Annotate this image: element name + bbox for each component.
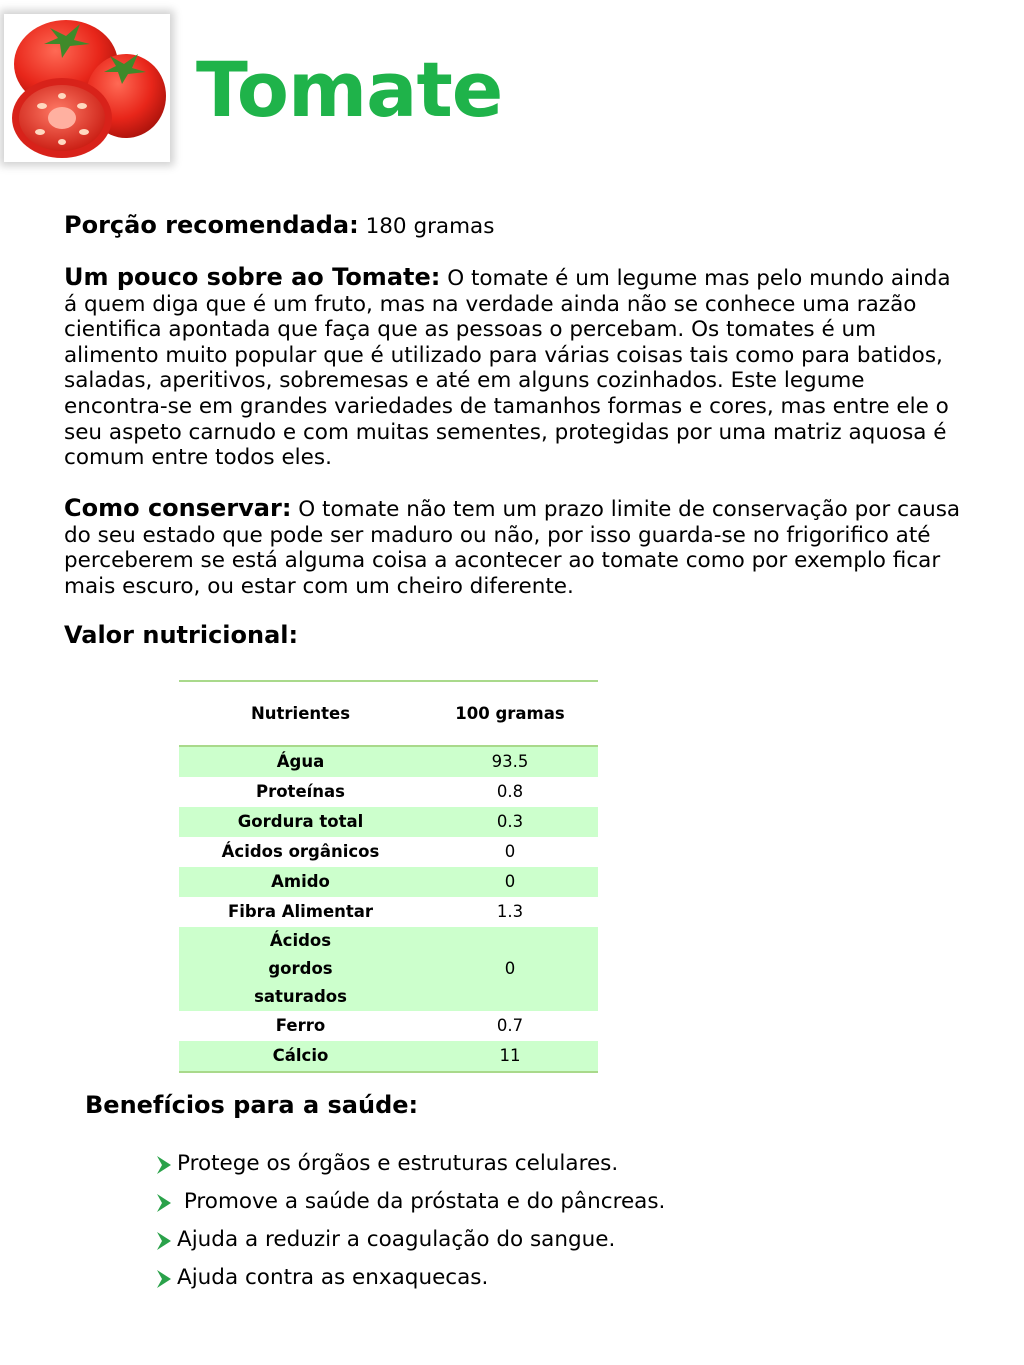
table-row (179, 1011, 598, 1041)
nutrient-name: Ácidos orgânicos (221, 842, 380, 861)
conserve-paragraph (64, 496, 964, 599)
table-header-row (179, 681, 598, 746)
portion-value: 180 gramas (365, 214, 495, 239)
column-header-amount: 100 gramas (422, 681, 598, 746)
benefit-text: Ajuda a reduzir a coagulação do sangue. (177, 1227, 616, 1252)
nutrient-name: Fibra Alimentar (227, 902, 374, 921)
about-paragraph (64, 265, 964, 471)
list-item (155, 1226, 665, 1264)
table-row (179, 777, 598, 807)
portion-paragraph (64, 213, 964, 240)
conserve-label: Como conservar: (64, 494, 292, 522)
nutrient-value: 0 (504, 842, 516, 861)
nutrient-value: 0.8 (496, 782, 524, 801)
nutrient-name: Amido (179, 867, 422, 897)
nutrient-name: Gordura total (179, 807, 422, 837)
column-header-nutrients: Nutrientes (179, 681, 422, 746)
arrow-bullet-icon (155, 1188, 177, 1216)
benefit-text: Protege os órgãos e estruturas celulares. (177, 1151, 619, 1176)
arrow-bullet-icon (155, 1264, 177, 1292)
table-row (179, 1041, 598, 1072)
nutrient-value: 93.5 (422, 746, 598, 777)
benefit-text: Ajuda contra as enxaquecas. (177, 1265, 489, 1290)
nutrient-value: 0 (422, 927, 598, 1011)
nutrient-value: 0.3 (422, 807, 598, 837)
page-title: Tomate (196, 45, 503, 134)
benefits-list (155, 1150, 665, 1302)
portion-label: Porção recomendada: (64, 211, 359, 239)
nutrient-value: 0 (422, 867, 598, 897)
benefits-heading: Benefícios para a saúde: (85, 1091, 419, 1119)
arrow-bullet-icon (155, 1226, 177, 1254)
nutrient-name: Água (179, 746, 422, 777)
nutrition-table (179, 680, 598, 1073)
table-row (179, 897, 598, 927)
table-row (179, 837, 598, 867)
nutrient-value: 11 (422, 1041, 598, 1072)
table-row (179, 927, 598, 1011)
about-label: Um pouco sobre ao Tomate: (64, 263, 441, 291)
list-item (155, 1188, 665, 1226)
nutrition-heading: Valor nutricional: (64, 621, 299, 649)
nutrient-name: Proteínas (255, 782, 345, 801)
about-text: O tomate é um legume mas pelo mundo ainda á quem diga que é um fruto, mas na verdade ainda não se conhece uma razão cientifica apontada que faça que as pessoas o percebam. Os tomates é um alimento muito popular que é utilizado para várias coisas tais como para batidos, saladas, aperitivos, sobremesas e até em alguns cozinhados. Este legume encontra-se em grandes variedades de tamanhos formas e cores, mas entre ele o seu aspeto carnudo e com muitas sementes, protegidas por uma matriz aquosa é comum entre todos eles. (64, 266, 951, 471)
tomato-icon (4, 14, 170, 162)
arrow-bullet-icon (155, 1150, 177, 1178)
nutrient-name: Ferro (275, 1016, 326, 1035)
tomato-image (4, 14, 170, 162)
benefit-text: Promove a saúde da próstata e do pâncreas. (177, 1189, 666, 1214)
list-item (155, 1150, 665, 1188)
table-row (179, 807, 598, 837)
table-row (179, 746, 598, 777)
nutrient-name: Cálcio (179, 1041, 422, 1072)
nutrient-value: 0.7 (496, 1016, 524, 1035)
table-row (179, 867, 598, 897)
list-item (155, 1264, 665, 1302)
nutrient-value: 1.3 (496, 902, 524, 921)
nutrient-name: Ácidos gordos saturados (179, 927, 422, 1011)
conserve-text: O tomate não tem um prazo limite de conservação por causa do seu estado que pode ser maduro ou não, por isso guarda-se no frigorifico até perceberem se está alguma coisa a acontecer ao tomate como por exemplo ficar mais escuro, ou estar com um cheiro diferente. (64, 497, 961, 599)
